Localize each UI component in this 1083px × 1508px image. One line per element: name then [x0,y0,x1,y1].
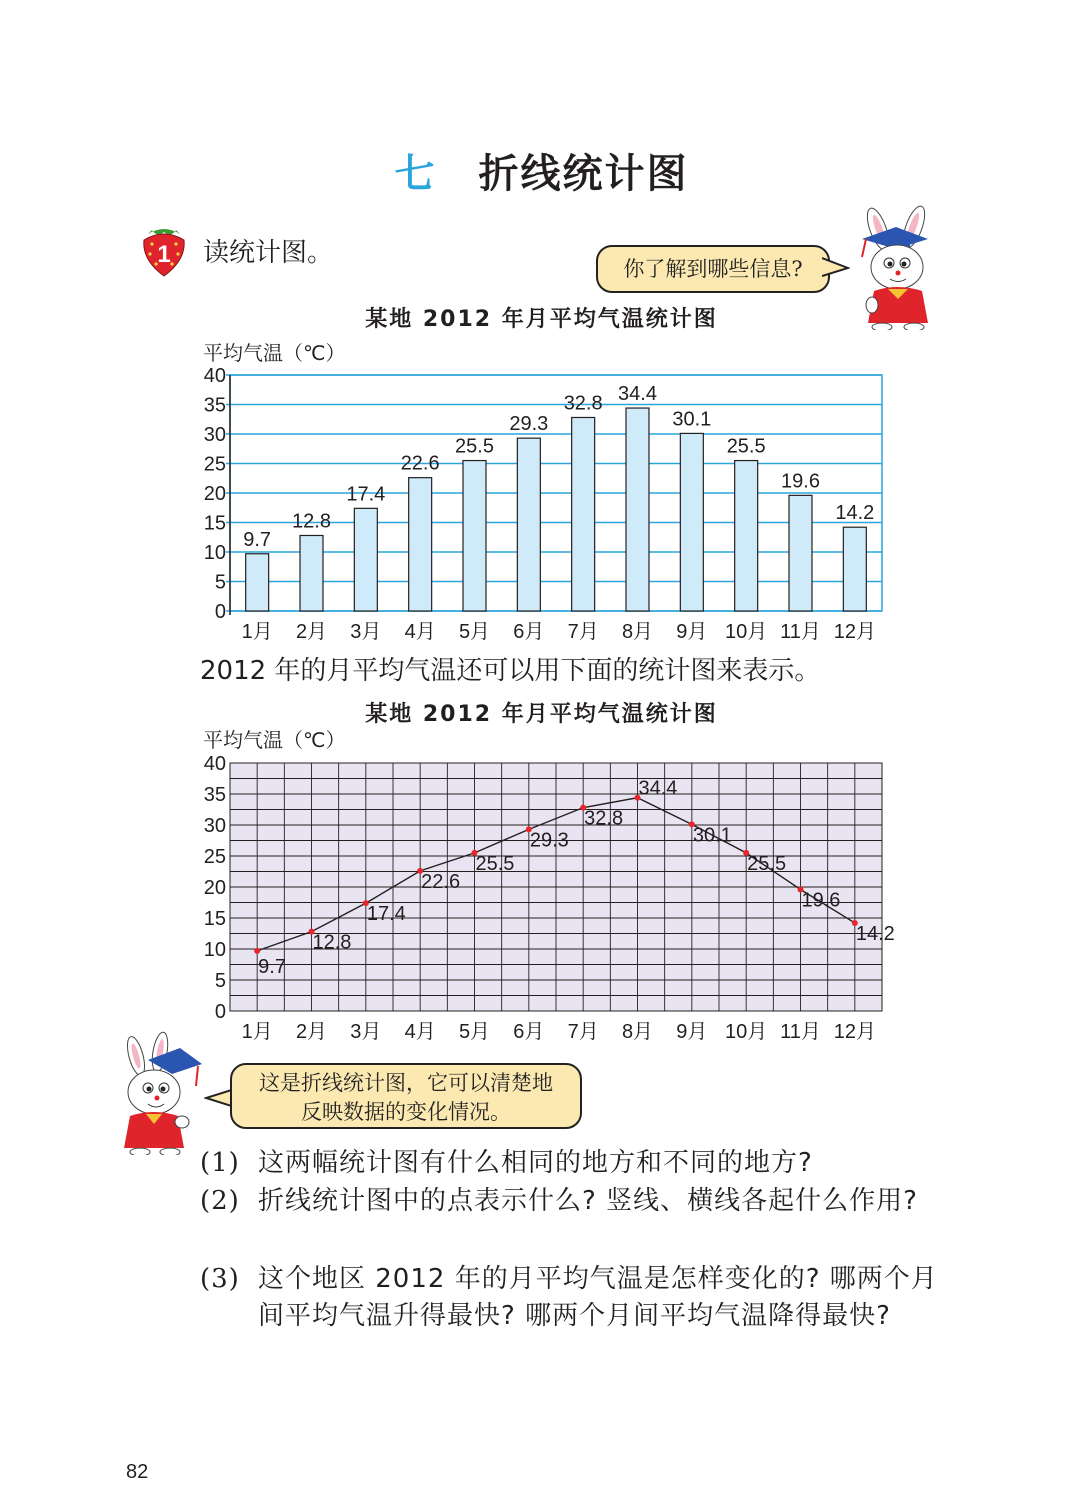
speech-bubble-top-text: 你了解到哪些信息? [623,257,803,281]
y-tick-label: 5 [214,970,226,992]
bar-value-label: 12.8 [292,510,331,533]
bar [409,478,432,611]
point-value-label: 9.7 [258,955,286,978]
speech-bubble-bottom [230,1063,582,1129]
chapter-title: 折线统计图 [478,151,689,197]
y-tick-label: 40 [203,753,226,775]
question-2 [200,1183,945,1220]
y-tick-label: 30 [203,815,226,837]
point-value-label: 22.6 [421,870,461,893]
bar [843,527,866,611]
x-tick-label: 7月 [567,1021,599,1043]
point-value-label: 30.1 [692,824,732,847]
x-tick-label: 4月 [404,1021,436,1043]
rabbit-mascot-bottom-icon [112,1030,207,1155]
bar-value-label: 34.4 [618,383,657,406]
question-3-number: (3) [200,1264,240,1294]
line-chart-ylabel: 平均气温（℃） [203,728,346,752]
y-tick-label: 5 [214,571,226,594]
bar [246,554,269,611]
question-3-text: 这个地区 2012 年的月平均气温是怎样变化的? 哪两个月间平均气温升得最快? 哪两个月间平均气温降得最快? [258,1264,938,1331]
bar-value-label: 30.1 [672,408,712,431]
x-tick-label: 2月 [295,621,328,643]
question-3 [200,1261,945,1335]
example-instruction: 读统计图。 [203,238,334,268]
y-tick-label: 10 [203,542,226,564]
bar [789,495,812,611]
bar-chart-ylabel: 平均气温（℃） [203,341,346,365]
x-tick-label: 3月 [350,1021,382,1043]
y-tick-label: 35 [203,784,226,806]
point-value-label: 19.6 [801,889,841,912]
y-tick-label: 15 [203,908,226,930]
chapter-heading [0,142,1083,199]
question-1-number: (1) [200,1148,240,1178]
point-value-label: 12.8 [312,931,352,954]
y-tick-label: 40 [203,365,226,387]
y-tick-label: 30 [203,424,226,446]
x-tick-label: 10月 [725,621,768,643]
chapter-number: 七 [394,151,437,197]
x-tick-label: 3月 [350,621,382,643]
bar-value-label: 22.6 [400,452,440,475]
speech-bubble-top [596,245,830,293]
x-tick-label: 11月 [780,621,821,643]
bar [300,535,323,611]
point-value-label: 32.8 [584,807,624,830]
x-tick-label: 7月 [567,621,599,643]
bar [354,508,377,611]
speech-bubble-bottom-line1: 这是折线统计图，它可以清楚地 [259,1071,553,1095]
bar [517,438,540,611]
point-value-label: 25.5 [747,852,787,875]
bar [572,417,595,611]
bar-chart-title: 某地 2012 年月平均气温统计图 [365,307,718,332]
point-value-label: 29.3 [529,829,569,852]
page-number: 82 [126,1461,149,1483]
question-1-text: 这两幅统计图有什么相同的地方和不同的地方? [258,1148,813,1178]
x-tick-label: 8月 [621,1021,654,1043]
y-tick-label: 0 [214,601,226,623]
speech-bubble-bottom-line2: 反映数据的变化情况。 [301,1100,511,1124]
x-tick-label: 6月 [513,621,545,643]
line-chart [195,750,895,1048]
x-tick-label: 6月 [513,1021,545,1043]
point-value-label: 17.4 [366,903,406,926]
bar-value-label: 25.5 [726,435,766,458]
y-tick-label: 20 [203,877,226,899]
bar-value-label: 25.5 [455,435,494,458]
x-tick-label: 2月 [295,1021,328,1043]
y-tick-label: 20 [203,483,226,505]
x-tick-label: 5月 [458,1021,491,1043]
x-tick-label: 10月 [725,1021,768,1043]
bar [680,433,703,611]
point-value-label: 14.2 [855,922,895,945]
data-point [254,948,260,954]
point-value-label: 25.5 [475,852,515,875]
y-tick-label: 35 [203,394,226,417]
question-2-text: 折线统计图中的点表示什么? 竖线、横线各起什么作用? [258,1186,918,1216]
strawberry-icon [138,222,190,278]
question-1 [200,1145,945,1182]
line-chart-title: 某地 2012 年月平均气温统计图 [365,702,718,727]
bar [735,461,758,611]
y-tick-label: 0 [214,1001,226,1023]
x-tick-label: 1月 [241,1021,273,1043]
bar [626,408,649,611]
bar-chart [195,362,895,647]
point-value-label: 34.4 [638,777,678,800]
bar-value-label: 29.3 [509,413,549,436]
x-tick-label: 11月 [780,1021,821,1043]
y-tick-label: 10 [203,939,226,961]
x-tick-label: 12月 [833,621,876,643]
bar-value-label: 17.4 [346,483,386,506]
y-tick-label: 25 [203,453,226,476]
bar-value-label: 19.6 [781,470,820,493]
x-tick-label: 12月 [833,1021,876,1043]
transition-text: 2012 年的月平均气温还可以用下面的统计图来表示。 [200,656,821,686]
x-tick-label: 9月 [676,621,708,643]
x-tick-label: 4月 [404,621,436,643]
y-tick-label: 15 [203,512,226,535]
bar [463,461,486,611]
bar-value-label: 32.8 [563,392,603,415]
bar-value-label: 14.2 [835,502,875,525]
x-tick-label: 1月 [241,621,273,643]
x-tick-label: 9月 [676,1021,708,1043]
question-2-number: (2) [200,1186,240,1216]
y-tick-label: 25 [203,846,226,868]
x-tick-label: 5月 [458,621,491,643]
bar-value-label: 9.7 [243,528,272,551]
x-tick-label: 8月 [621,621,654,643]
example-number: 1 [157,241,171,268]
